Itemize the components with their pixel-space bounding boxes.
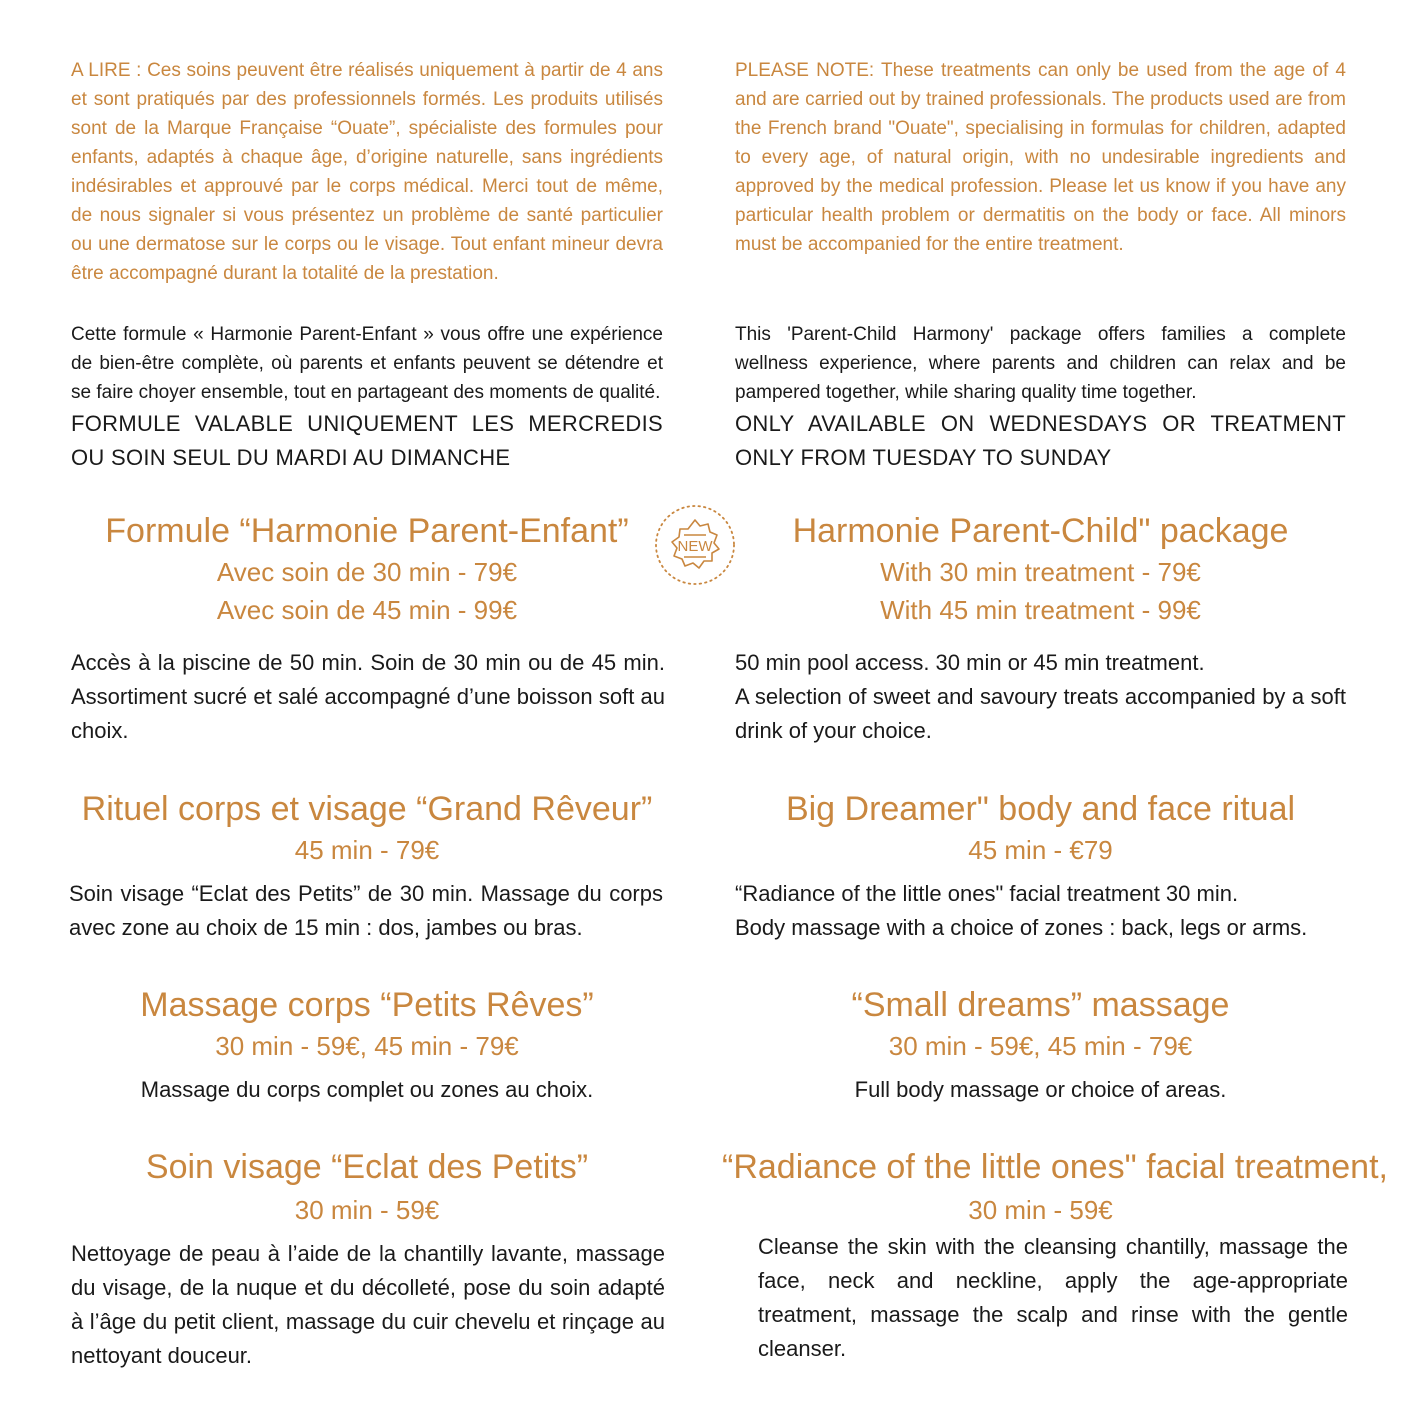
en-item-2-description: [735, 877, 1346, 945]
new-badge-icon: [653, 503, 737, 587]
fr-item-3-description: Massage du corps complet ou zones au choix.: [140, 1077, 594, 1102]
new-badge: [653, 503, 737, 587]
en-item-1-title: Harmonie Parent-Child" package: [792, 512, 1289, 550]
en-item-2-description-line-2: Body massage with a choice of zones : back, legs or arms.: [735, 915, 1308, 940]
fr-item-1-description: Accès à la piscine de 50 min. Soin de 30 min ou de 45 min. Assortiment sucré et salé accompagné d’une boisson soft au choix.: [71, 650, 665, 743]
fr-item-4-title: Soin visage “Eclat des Petits”: [145, 1148, 589, 1186]
en-item-2-price: 45 min - €79: [968, 835, 1113, 865]
fr-availability: FORMULE VALABLE UNIQUEMENT LES MERCREDIS OU SOIN SEUL DU MARDI AU DIMANCHE: [71, 411, 663, 470]
en-item-2-title: Big Dreamer" body and face ritual: [785, 790, 1296, 828]
fr-item-3-title: Massage corps “Petits Rêves”: [140, 986, 594, 1024]
en-item-1-price-2: With 45 min treatment - 99€: [880, 595, 1201, 625]
en-item-1-description-line-1: 50 min pool access. 30 min or 45 min treatment.: [735, 650, 1205, 675]
fr-item-1-title: Formule “Harmonie Parent-Enfant”: [105, 512, 629, 550]
fr-item-1-price-2: Avec soin de 45 min - 99€: [216, 595, 518, 625]
en-item-4-price: 30 min - 59€: [968, 1195, 1113, 1225]
en-item-1-price-1: With 30 min treatment - 79€: [880, 557, 1201, 587]
en-item-4-title: “Radiance of the little ones" facial treatment,: [722, 1148, 1388, 1186]
fr-item-3-price: 30 min - 59€, 45 min - 79€: [215, 1031, 519, 1061]
en-notice: PLEASE NOTE: These treatments can only be used from the age of 4 and are carried out by trained professionals. The products used are from the French brand "Ouate", specialising in formulas for children, adapted to every age, of natural origin, with no undesirable ingredients and approved by the medical profession. Please let us know if you have any particular health problem or dermatitis on the body or face. All minors must be accompanied for the entire treatment.: [735, 60, 1346, 255]
en-item-1-description-line-2: A selection of sweet and savoury treats accompanied by a soft drink of your choice.: [735, 684, 1346, 743]
en-item-4-description: Cleanse the skin with the cleansing chantilly, massage the face, neck and neckline, apply the age-appropriate treatment, massage the scalp and rinse with the gentle cleanser.: [758, 1234, 1348, 1361]
fr-item-1-price-1: Avec soin de 30 min - 79€: [216, 557, 518, 587]
fr-item-2-price: 45 min - 79€: [294, 835, 440, 865]
en-intro: This 'Parent-Child Harmony' package offers families a complete wellness experience, where parents and children can relax and be pampered together, while sharing quality time together.: [735, 324, 1346, 403]
en-item-3-price: 30 min - 59€, 45 min - 79€: [888, 1031, 1193, 1061]
fr-item-4-price: 30 min - 59€: [294, 1195, 440, 1225]
fr-intro: Cette formule « Harmonie Parent-Enfant » vous offre une expérience de bien-être complète, où parents et enfants peuvent se détendre et se faire choyer ensemble, tout en partageant des moments de qualité.: [71, 324, 663, 403]
new-badge-label: NEW: [677, 538, 713, 555]
fr-item-2-title: Rituel corps et visage “Grand Rêveur”: [81, 790, 653, 828]
en-item-1-description: [735, 646, 1346, 748]
en-availability: ONLY AVAILABLE ON WEDNESDAYS OR TREATMENT ONLY FROM TUESDAY TO SUNDAY: [735, 411, 1346, 470]
fr-item-2-description: Soin visage “Eclat des Petits” de 30 min. Massage du corps avec zone au choix de 15 min : dos, jambes ou bras.: [69, 881, 663, 940]
fr-item-4-description: Nettoyage de peau à l’aide de la chantilly lavante, massage du visage, de la nuque et du décolleté, pose du soin adapté à l’âge du petit client, massage du cuir chevelu et rinçage au nettoyant douceur.: [71, 1241, 665, 1368]
fr-notice: A LIRE : Ces soins peuvent être réalisés uniquement à partir de 4 ans et sont pratiqués par des professionnels formés. Les produits utilisés sont de la Marque Française “Ouate”, spécialiste des formules pour enfants, adaptés à chaque âge, d’origine naturelle, sans ingrédients indésirables et approuvé par le corps médical. Merci tout de même, de nous signaler si vous présentez un problème de santé particulier ou une dermatose sur le corps ou le visage. Tout enfant mineur devra être accompagné durant la totalité de la prestation.: [71, 60, 663, 284]
en-item-3-description: Full body massage or choice of areas.: [854, 1077, 1227, 1102]
en-item-3-title: “Small dreams” massage: [851, 986, 1230, 1024]
en-item-2-description-line-1: “Radiance of the little ones" facial treatment 30 min.: [735, 881, 1239, 906]
